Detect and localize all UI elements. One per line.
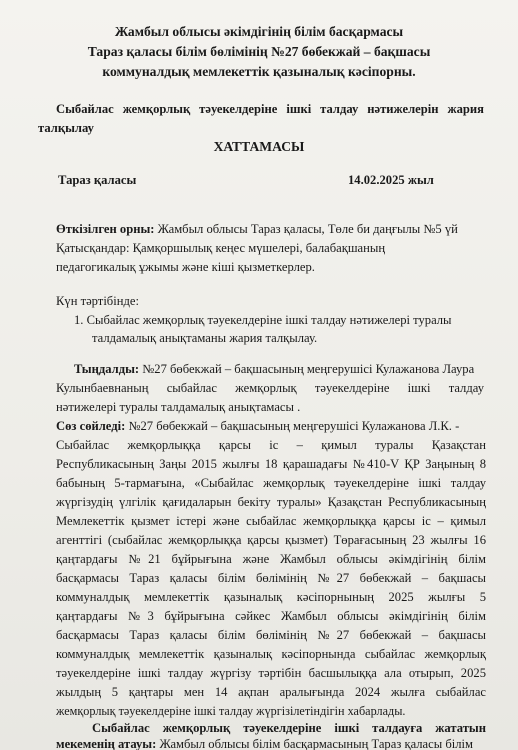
speech-body-line: жылдың 5 қаңтары мен 14 ақпан аралығында 2024 жылға сыбайлас bbox=[56, 685, 486, 699]
doc-title: ХАТТАМАСЫ bbox=[213, 139, 305, 154]
participants-line-2: педагогикалық ұжымы және кіші қызметкерлер. bbox=[56, 260, 315, 274]
speech-line-1 bbox=[56, 419, 459, 434]
section-line-2 bbox=[56, 737, 473, 750]
speech-body-line: Республикасының Заңы 2015 жылғы 18 қарашадағы №410-V ҚР Заңының 8 bbox=[56, 457, 486, 471]
speech-label: Сөз сөйледі: bbox=[56, 419, 126, 433]
speech-body-line: Сыбайлас жемқорлыққа қарсы іс – қимыл туралы Қазақстан bbox=[56, 438, 486, 452]
org-header-line-1: Жамбыл облысы әкімдігінің білім басқармасы bbox=[114, 24, 404, 39]
speech-body-line: агенттігі (сыбайлас жемқорлыққа қарсы қызмет) Төрағасының 23 жылғы 16 bbox=[56, 533, 486, 547]
section-label: мекеменің атауы: bbox=[56, 737, 157, 750]
listened-line-1 bbox=[74, 362, 474, 377]
agenda-heading: Күн тәртібінде: bbox=[56, 294, 139, 308]
speech-body-line: қаңтардағы №21 бұйрығына және Жамбыл облысы әкімдігінің білім bbox=[56, 552, 486, 566]
section-line-1: Сыбайлас жемқорлық тәуекелдеріне ішкі талдауға жататын bbox=[92, 721, 486, 735]
venue-label: Өткізілген орны: bbox=[56, 222, 155, 236]
date: 14.02.2025 жыл bbox=[348, 173, 434, 187]
org-header-line-3: коммуналдық мемлекеттік қазыналық кәсіпорны. bbox=[102, 64, 416, 79]
speech-body-line: жүргізудің үлгілік қағидаларын бекіту туралы» Қазақстан Республикасының bbox=[56, 495, 486, 509]
listened-label: Тыңдалды: bbox=[74, 362, 140, 376]
subject-line-2: талқылау bbox=[38, 121, 94, 135]
speech-body-line: басқармасы Тараз қаласы білім бөлімінің №27 бөбекжай – бақшасы bbox=[56, 628, 486, 642]
participants-line-1: Қатысқандар: Қамқоршылық кеңес мүшелері, балабақшаның bbox=[56, 241, 386, 255]
listened-line-3: нәтижелері туралы талдамалық анықтамасы . bbox=[56, 400, 301, 414]
speech-body-line: тәуекелдеріне ішкі талдау жүргізу тәртібін басшылыққа ала отырып, 2025 bbox=[56, 666, 486, 680]
listened-text: №27 бөбекжай – бақшасының меңгерушісі Кулажанова Лаура bbox=[139, 362, 475, 376]
subject-line-1: Сыбайлас жемқорлық тәуекелдеріне ішкі талдау нәтижелерін жария bbox=[56, 102, 484, 116]
section-text: Жамбыл облысы білім басқармасының Тараз қаласы білім bbox=[156, 737, 473, 750]
venue-line bbox=[56, 222, 458, 237]
speech-text: №27 бөбекжай – бақшасының меңгерушісі Кулажанова Л.К. - bbox=[125, 419, 460, 433]
speech-body-line: қаңтардағы №3 бұйрығына сәйкес Жамбыл облысы әкімдігінің білім bbox=[56, 609, 486, 623]
place: Тараз қаласы bbox=[58, 173, 137, 187]
listened-line-2: Кулынбаевнаның сыбайлас жемқорлық тәуекелдеріне ішкі талдау bbox=[56, 381, 484, 395]
speech-body-line: бабының 5-тармағына, «Сыбайлас жемқорлық тәуекелдеріне ішкі талдау bbox=[56, 476, 486, 490]
org-header-line-2: Тараз қаласы білім бөлімінің №27 бөбекжай – бақшасы bbox=[87, 44, 431, 59]
speech-body-line: жемқорлық тәуекелдеріне ішкі талдау жүргізілетіндігін хабарлады. bbox=[56, 704, 406, 718]
agenda-item-1-line-2: талдамалық анықтаманы жария талқылау. bbox=[92, 331, 318, 345]
speech-body-line: Мемлекеттік қызмет істері және сыбайлас жемқорлыққа қарсы іс – қимыл bbox=[56, 514, 486, 528]
venue-text: Жамбыл облысы Тараз қаласы, Төле би даңғылы №5 үй bbox=[154, 222, 458, 236]
speech-body-line: коммуналдық мемлекеттік қазыналық кәсіпорнының 2025 жылғы 5 bbox=[56, 590, 486, 604]
agenda-item-1-line-1: 1. Сыбайлас жемқорлық тәуекелдеріне ішкі талдау нәтижелері туралы bbox=[74, 313, 452, 327]
speech-body-line: коммуналдық мемлекеттік қазыналық кәсіпорнында сыбайлас жемқорлық bbox=[56, 647, 486, 661]
speech-body-line: басқармасы Тараз қаласы білім бөлімінің №27 бөбекжай – бақшасы bbox=[56, 571, 486, 585]
